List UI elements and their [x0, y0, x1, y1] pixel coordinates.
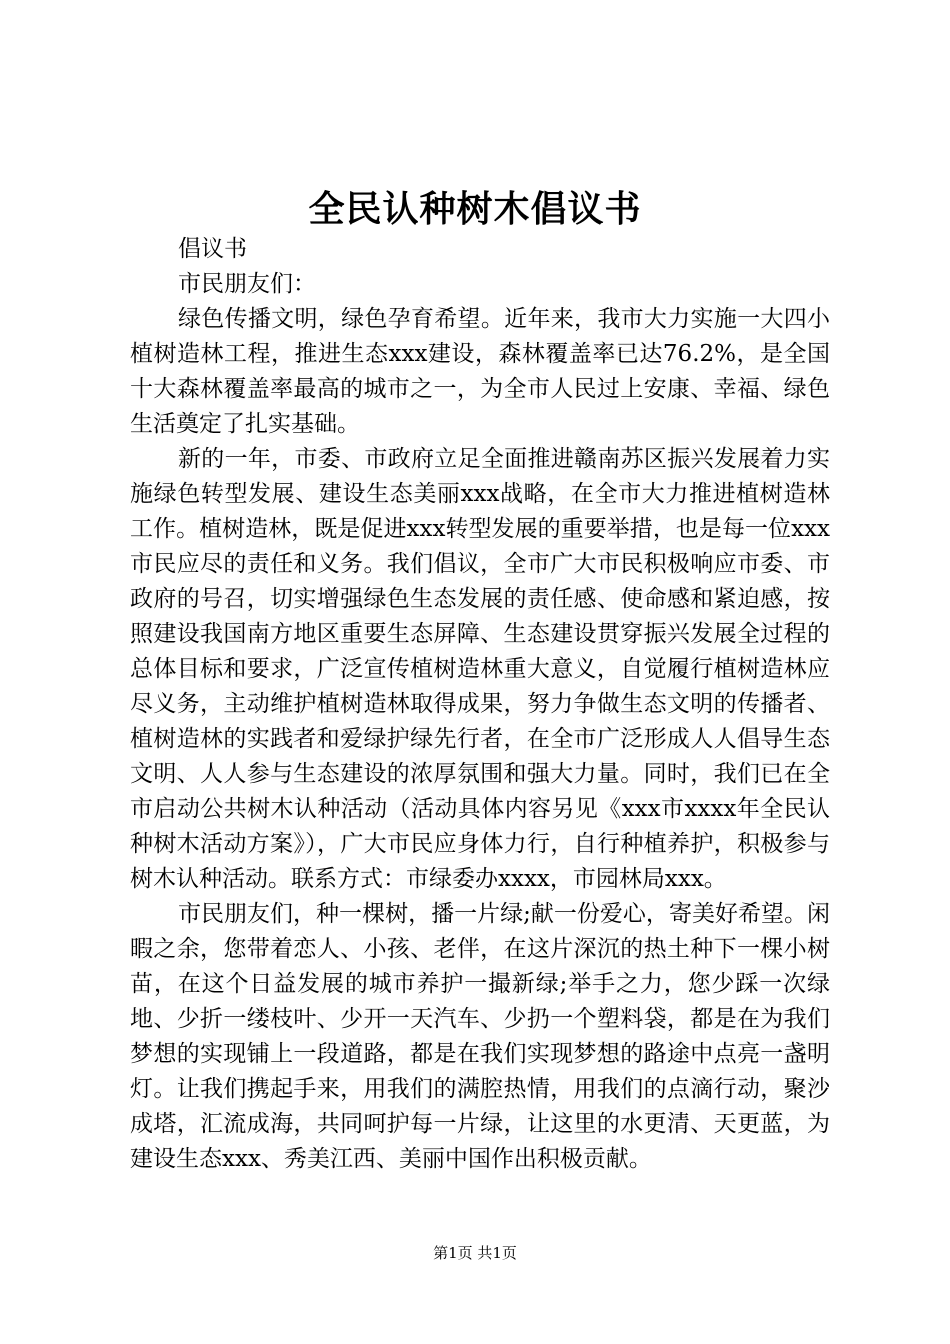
document-title: 全民认种树木倡议书 [308, 189, 642, 230]
document-body [130, 232, 830, 1177]
paragraph-initiative: 新的一年，市委、市政府立足全面推进赣南苏区振兴发展着力实施绿色转型发展、建设生态美丽xxx战略，在全市大力推进植树造林工作。植树造林，既是促进xxx转型发展的重要举措，也是每一位xxx市民应尽的责任和义务。我们倡议，全市广大市民积极响应市委、市政府的号召，切实增强绿色生态发展的责任感、使命感和紧迫感，按照建设我国南方地区重要生态屏障、生态建设贯穿振兴发展全过程的总体目标和要求，广泛宣传植树造林重大意义，自觉履行植树造林应尽义务，主动维护植树造林取得成果，努力争做生态文明的传播者、植树造林的实践者和爱绿护绿先行者，在全市广泛形成人人倡导生态文明、人人参与生态建设的浓厚氛围和强大力量。同时，我们已在全市启动公共树木认种活动（活动具体内容另见《xxx市xxxx年全民认种树木活动方案》），广大市民应身体力行，自行种植养护，积极参与树木认种活动。联系方式：市绿委办xxxx，市园林局xxx。 [130, 446, 830, 892]
paragraph-salutation: 市民朋友们： [178, 271, 316, 297]
paragraph-heading: 倡议书 [178, 236, 247, 262]
paragraph-intro: 绿色传播文明，绿色孕育希望。近年来，我市大力实施一大四小植树造林工程，推进生态xxx建设，森林覆盖率已达76.2%，是全国十大森林覆盖率最高的城市之一，为全市人民过上安康、幸福、绿色生活奠定了扎实基础。 [130, 306, 830, 437]
paragraph-appeal: 市民朋友们，种一棵树，播一片绿;献一份爱心，寄美好希望。闲暇之余，您带着恋人、小孩、老伴，在这片深沉的热土种下一棵小树苗，在这个日益发展的城市养护一撮新绿;举手之力，您少踩一次绿地、少折一缕枝叶、少开一天汽车、少扔一个塑料袋，都是在为我们梦想的实现铺上一段道路，都是在我们实现梦想的路途中点亮一盏明灯。让我们携起手来，用我们的满腔热情，用我们的点滴行动，聚沙成塔，汇流成海，共同呵护每一片绿，让这里的水更清、天更蓝，为建设生态xxx、秀美江西、美丽中国作出积极贡献。 [130, 901, 830, 1172]
page-footer: 第1页 共1页 [433, 1244, 517, 1262]
